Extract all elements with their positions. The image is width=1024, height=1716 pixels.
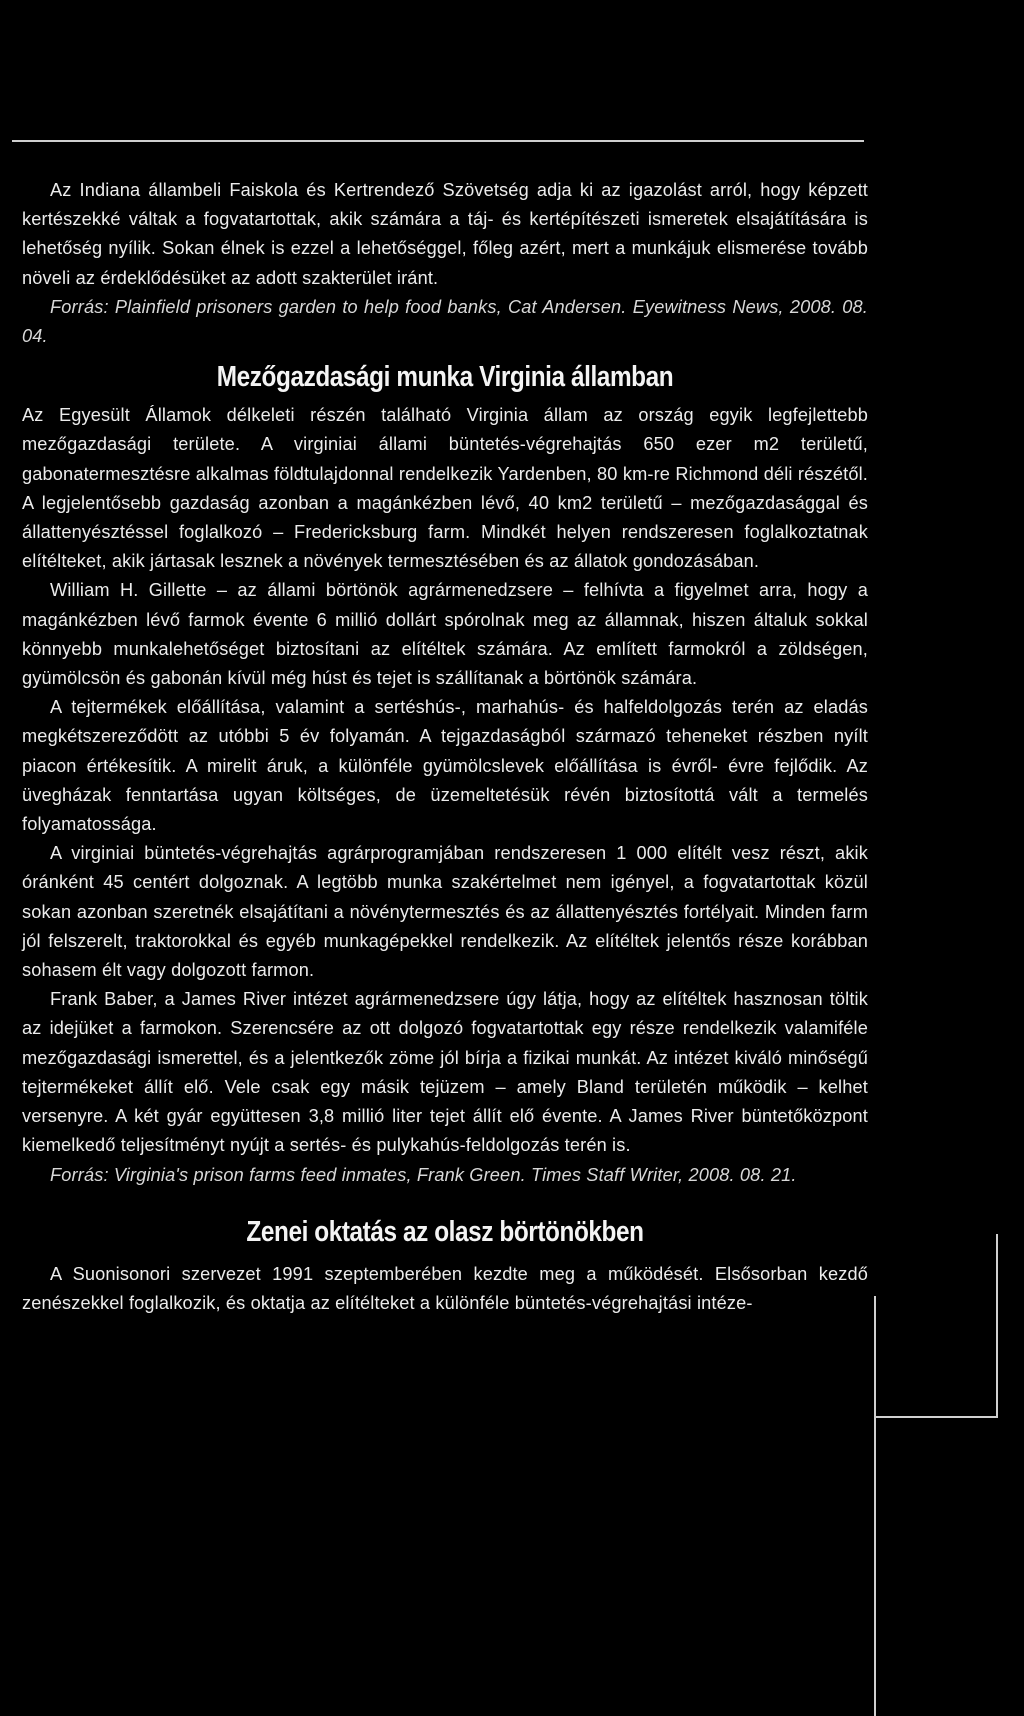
virginia-paragraph-5: Frank Baber, a James River intézet agrármenedzsere úgy látja, hogy az elítéltek hasznosan töltik az idejüket a farmokon. Szerencsére az ott dolgozó fogvatartottak egy része rendelkezik valamiféle mezőgazdasági ismerettel, és a jelentkezők zöme jól bírja a fizikai munkát. Az intézet kiváló minőségű tejtermékeket állít elő. Vele csak egy másik tejüzem – amely Bland területén működik – kelhet versenyre. A két gyár együttesen 3,8 millió liter tejet állít elő évente. A James River büntetőközpont kiemelkedő teljesítményt nyújt a sertés- és pulykahús-feldolgozás terén is.	[22, 989, 868, 1156]
music-paragraph: A Suonisonori szervezet 1991 szeptemberében kezdte meg a működését. Elsősorban kezdő zenészekkel foglalkozik, és oktatja az elítélteket a különféle büntetés-végrehajtási intéze-	[22, 1263, 868, 1313]
virginia-paragraph-1: Az Egyesült Államok délkeleti részén található Virginia állam az ország egyik legfejlettebb mezőgazdasági területe. A virginiai állami büntetés-végrehajtás 650 ezer m2 területű, gabonatermesztésre alkalmas földtulajdonnal rendelkezik Yardenben, 80 km-re Richmond déli részétől. A legjelentősebb gazdaság azonban a magánkézben lévő, 40 km2 területű – mezőgazdasággal és állattenyésztéssel foglalkozó – Fredericksburg farm. Mindkét helyen rendszeresen foglalkoztatnak elítélteket, akik jártasak lesznek a növények termesztésében és az állatok gondozásában.	[22, 405, 868, 572]
music-section-heading: Zenei oktatás az olasz börtönökben	[246, 1215, 644, 1248]
margin-rule-left	[874, 1296, 876, 1716]
intro-paragraph: Az Indiana állambeli Faiskola és Kertrendező Szövetség adja ki az igazolást arról, hogy képzett kertészekké váltak a fogvatartottak, akik számára a táj- és kertépítészeti ismeretek elsajátítására is lehetőség nyílik. Sokan élnek is ezzel a lehetőséggel, főleg azért, mert a munkájuk elismerése tovább növeli az érdeklődésüket az adott szakterület iránt.	[22, 180, 868, 288]
virginia-source-citation: Forrás: Virginia's prison farms feed inmates, Frank Green. Times Staff Writer, 2008. 08. 21.	[50, 1164, 797, 1185]
top-rule	[12, 140, 864, 142]
virginia-paragraph-2: William H. Gillette – az állami börtönök agrármenedzsere – felhívta a figyelmet arra, hogy a magánkézben lévő farmok évente 6 millió dollárt spórolnak meg az államnak, hiszen általuk sokkal könnyebb munkalehetőséget biztosítani az elítéltek számára. Az említett farmokról a zöldségen, gyümölcsön és gabonán kívül még húst és tejet is szállítanak a börtönök számára.	[22, 580, 868, 689]
virginia-section-heading: Mezőgazdasági munka Virginia államban	[216, 361, 674, 394]
margin-rule-right	[996, 1234, 998, 1418]
margin-rule-bottom	[876, 1416, 998, 1418]
virginia-paragraph-4: A virginiai büntetés-végrehajtás agrárprogramjában rendszeresen 1 000 elítélt vesz részt, akik óránként 45 centért dolgoznak. A legtöbb munka szakértelmet nem igényel, a fogvatartottak közül sokan azonban szeretnék elsajátítani a növénytermesztés és az állattenyésztés fortélyait. Minden farm jól felszerelt, traktorokkal és egyéb munkagépekkel rendelkezik. Az elítéltek jelentős része korábban sohasem élt vagy dolgozott farmon.	[22, 843, 868, 981]
virginia-paragraph-3: A tejtermékek előállítása, valamint a sertéshús-, marhahús- és halfeldolgozás terén az eladás megkétszereződött az utóbbi 5 év folyamán. A tejgazdaságból származó teheneket részben nyílt piacon értékesítik. A mirelit áruk, a különféle gyümölcslevek előállítása is évről- évre fejlődik. Az üvegházak fenntartása ugyan költséges, de üzemeltetésük révén biztosítottá vált a termelés folyamatossága.	[22, 697, 868, 835]
article-content	[22, 176, 868, 1318]
intro-source-citation: Forrás: Plainfield prisoners garden to help food banks, Cat Andersen. Eyewitness News, 2008. 08. 04.	[22, 296, 868, 347]
